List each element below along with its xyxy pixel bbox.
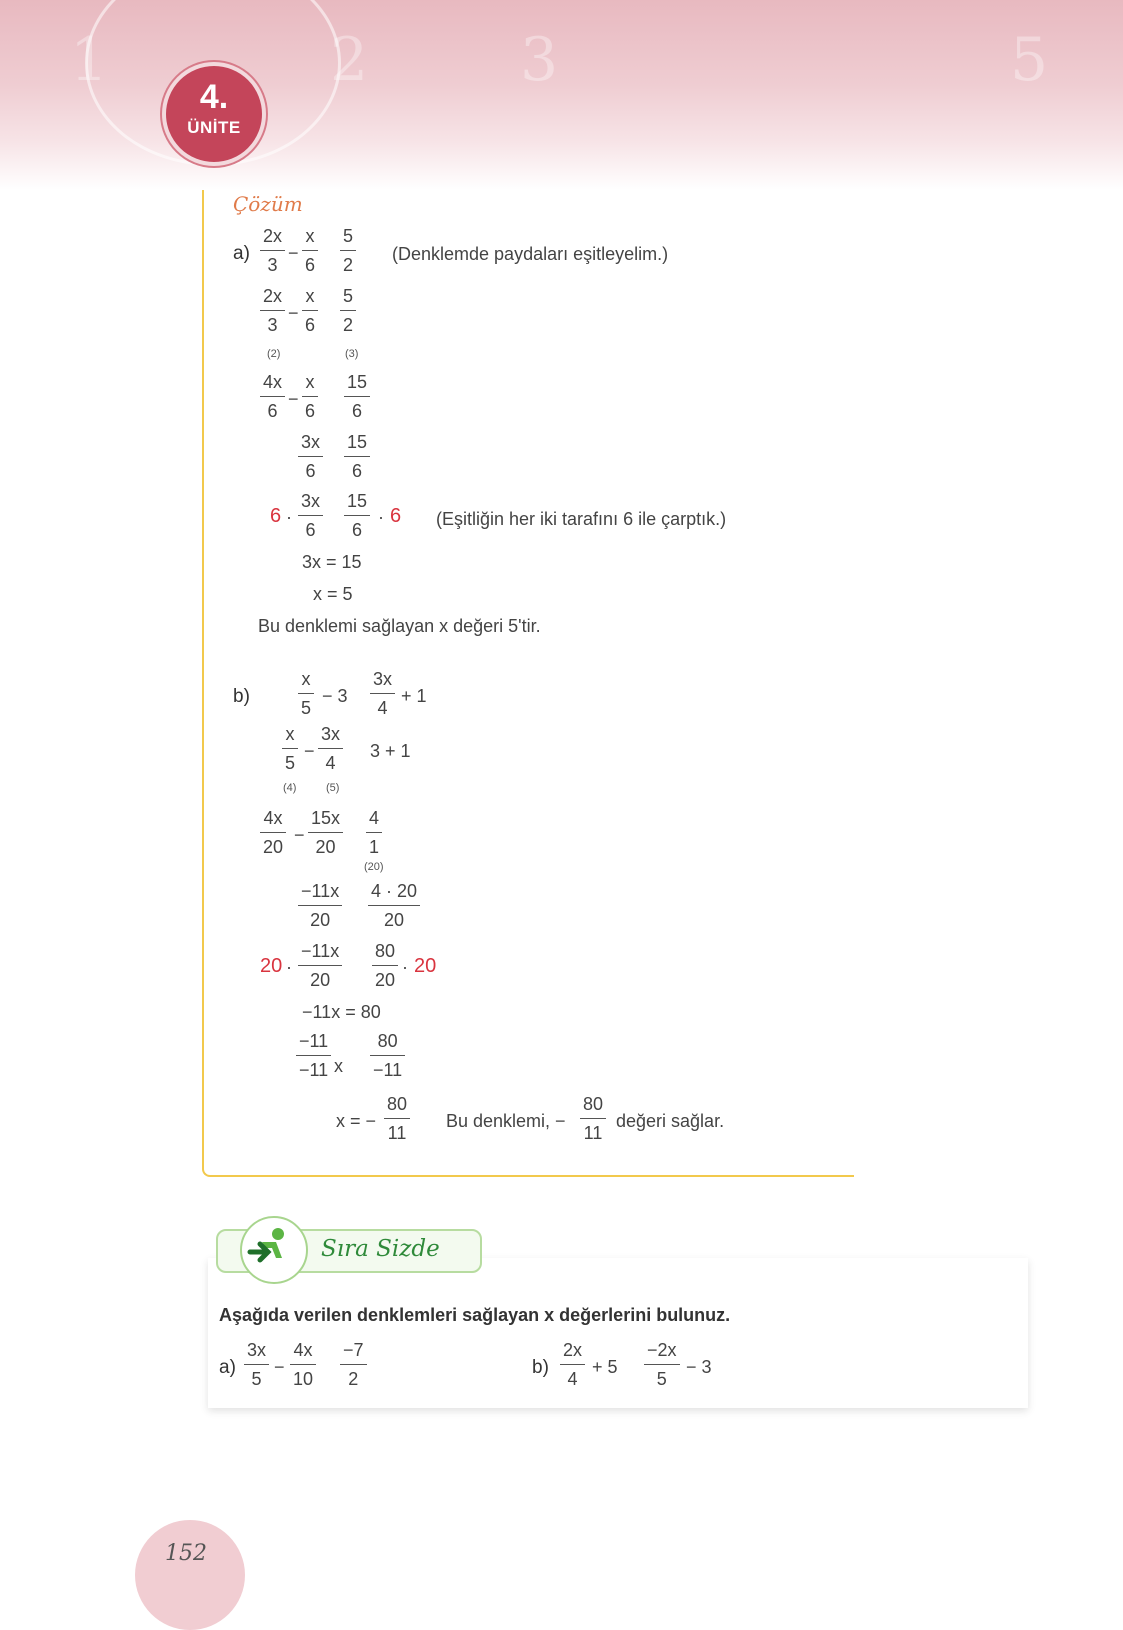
fraction: 4x 6 [260, 372, 285, 421]
operator: − [294, 825, 305, 845]
fraction: 15x 20 [308, 808, 343, 857]
fraction: −2x 5 [644, 1340, 680, 1389]
note-equalize: (Denklemde paydaları eşitleyelim.) [392, 244, 669, 264]
dot-operator: · [286, 957, 292, 977]
fraction: 80 −11 [370, 1031, 405, 1080]
variable: x [334, 1056, 343, 1076]
fraction: 3x 4 [318, 724, 343, 773]
fraction: 2x 4 [560, 1340, 585, 1389]
part-b-conclusion-end: değeri sağlar. [616, 1111, 725, 1131]
expansion-factor: (2) [267, 348, 281, 360]
fraction: 4x 10 [290, 1340, 316, 1389]
fraction: −7 2 [340, 1340, 367, 1389]
fraction: 80 11 [384, 1094, 410, 1143]
header-bg-digit: 2 [330, 25, 369, 95]
fraction: 15 6 [344, 372, 370, 421]
sira-sizde-title: Sıra Sizde [321, 1236, 440, 1262]
fraction: 15 6 [344, 432, 370, 481]
sira-sizde-icon-circle [240, 1216, 308, 1284]
equation-step: x = 5 [313, 584, 353, 604]
page-number-badge [135, 1520, 245, 1630]
expansion-factor: (5) [326, 782, 340, 794]
header-bg-digit: 5 [1010, 25, 1049, 95]
fraction: 3x 6 [298, 432, 323, 481]
part-b-label: b) [233, 686, 250, 707]
expansion-factor: (3) [345, 348, 359, 360]
exercise-instruction: Aşağıda verilen denklemleri sağlayan x değerlerini bulunuz. [219, 1305, 731, 1325]
header-bg-digit: 1 [70, 25, 109, 95]
term: − 3 [322, 686, 348, 706]
exercise-b-label: b) [532, 1357, 549, 1378]
note-multiply: (Eşitliğin her iki tarafını 6 ile çarptık.) [436, 509, 727, 529]
header-bg-digit: 3 [520, 25, 559, 95]
term: − 3 [686, 1357, 712, 1377]
fraction: x 5 [282, 724, 298, 773]
fraction: 5 2 [340, 226, 356, 275]
fraction: x 6 [302, 372, 318, 421]
fraction: x 6 [302, 226, 318, 275]
fraction: 15 6 [344, 491, 370, 540]
fraction: 5 2 [340, 286, 356, 335]
part-a-label: a) [233, 243, 250, 264]
running-person-icon [242, 1218, 302, 1278]
fraction: x 6 [302, 286, 318, 335]
operator: − [288, 243, 299, 263]
page-number: 152 [165, 1541, 207, 1566]
cancelled-factor: 6 [270, 505, 282, 527]
dot-operator: · [378, 507, 384, 527]
fraction: −11 −11 [296, 1031, 331, 1080]
part-b-conclusion-start: Bu denklemi, − [446, 1111, 566, 1131]
fraction: −11x 20 [298, 881, 342, 930]
unit-number: 4. [199, 78, 229, 116]
exercise-a-label: a) [219, 1357, 236, 1378]
fraction: 2x 3 [260, 226, 285, 275]
term: 3 + 1 [370, 741, 411, 761]
equation-step: 3x = 15 [302, 552, 362, 572]
fraction: x 5 [298, 669, 314, 718]
term: + 5 [592, 1357, 618, 1377]
fraction: 3x 6 [298, 491, 323, 540]
fraction: −11x 20 [298, 941, 342, 990]
unit-label: ÜNİTE [187, 118, 241, 137]
cancelled-factor: 20 [260, 955, 283, 977]
fraction: 4 · 20 20 [368, 881, 420, 930]
fraction: 3x 5 [244, 1340, 269, 1389]
operator: − [274, 1357, 285, 1377]
exercise-box [208, 1258, 1028, 1408]
expansion-factor: (4) [283, 782, 297, 794]
operator: − [288, 389, 299, 409]
equation-step: −11x = 80 [302, 1002, 381, 1022]
fraction: 3x 4 [370, 669, 395, 718]
dot-operator: · [286, 507, 292, 527]
fraction: 80 11 [580, 1094, 606, 1143]
final-answer-lhs: x = − [336, 1111, 377, 1131]
operator: − [288, 303, 299, 323]
fraction: 4 1 [366, 808, 382, 857]
dot-operator: · [402, 957, 408, 977]
cancelled-factor: 20 [414, 955, 437, 977]
term: + 1 [401, 686, 427, 706]
expansion-factor: (20) [364, 861, 384, 873]
part-a-conclusion: Bu denklemi sağlayan x değeri 5'tir. [258, 616, 541, 636]
solution-title: Çözüm [233, 192, 303, 216]
fraction: 80 20 [372, 941, 398, 990]
unit-badge [162, 62, 266, 166]
operator: − [304, 741, 315, 761]
fraction: 2x 3 [260, 286, 285, 335]
cancelled-factor: 6 [390, 505, 402, 527]
fraction: 4x 20 [260, 808, 286, 857]
